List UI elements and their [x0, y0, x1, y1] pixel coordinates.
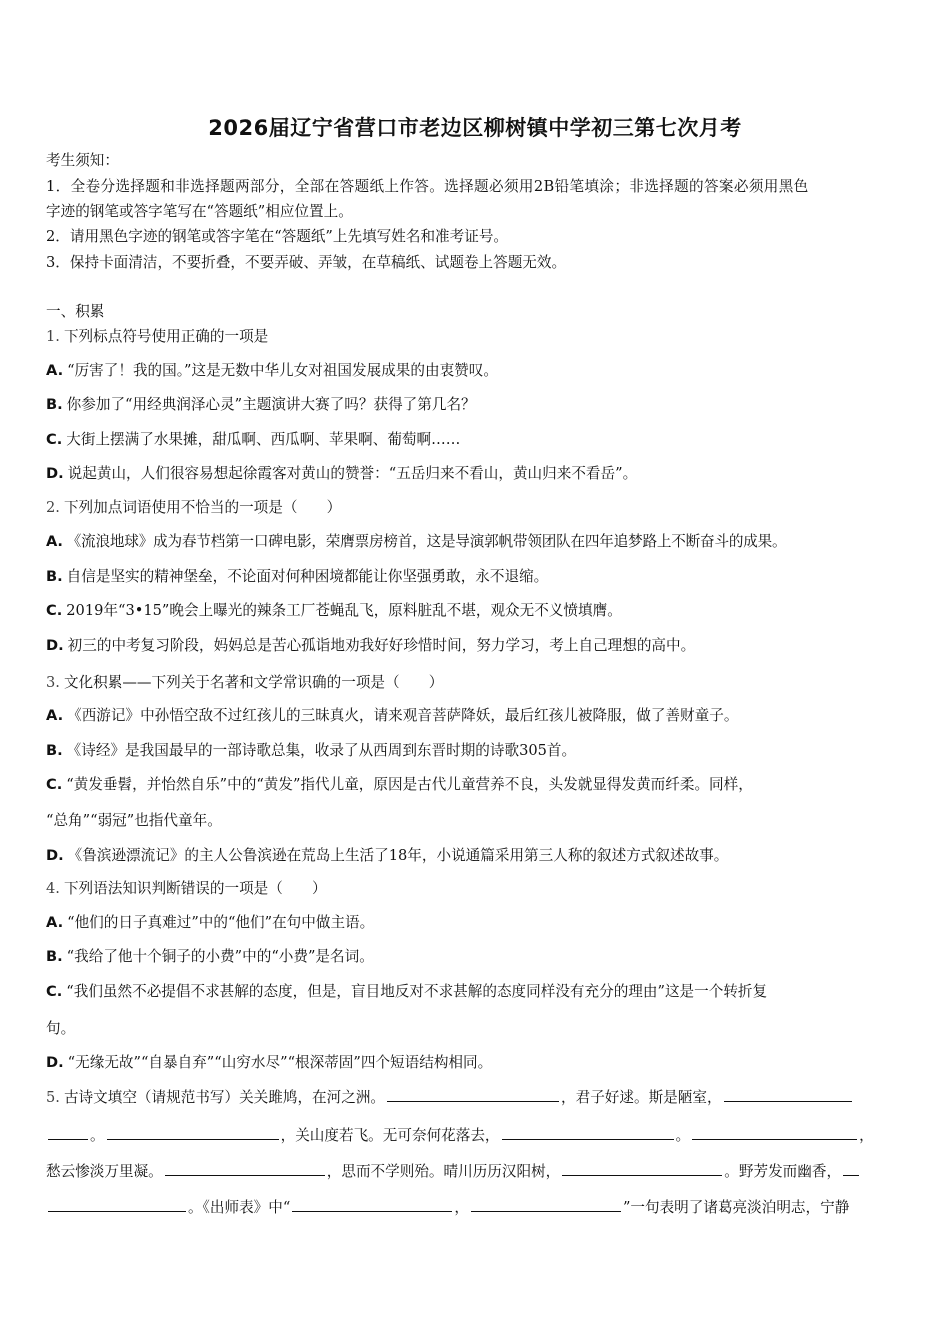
option-item	[46, 741, 576, 761]
fill-text: 愁云惨淡万里凝。	[46, 1163, 163, 1180]
option-item	[46, 846, 728, 866]
answer-blank[interactable]	[562, 1161, 722, 1176]
question-stem	[46, 673, 443, 693]
option-label: B.	[46, 948, 63, 965]
option-text: “我给了他十个铜子的小费”中的“小费”是名词。	[66, 948, 374, 965]
option-item	[46, 1053, 492, 1073]
option-item	[46, 532, 786, 552]
answer-blank[interactable]	[48, 1125, 88, 1140]
question-text: 下列加点词语使用不恰当的一项是（ ）	[63, 499, 342, 516]
fill-text: ，君子好逑。斯是陋室，	[561, 1089, 722, 1106]
fill-text: 。野芳发而幽香，	[724, 1163, 842, 1180]
option-continuation: “总角”“弱冠”也指代童年。	[46, 812, 222, 829]
question-number: 1.	[46, 328, 60, 345]
option-label: D.	[46, 465, 64, 482]
section-heading: 一、积累	[46, 303, 105, 320]
answer-blank[interactable]	[471, 1197, 621, 1212]
option-label: D.	[46, 847, 64, 864]
option-item	[46, 395, 476, 415]
option-label: C.	[46, 431, 63, 448]
option-continuation: 句。	[46, 1020, 76, 1037]
option-text: 初三的中考复习阶段，妈妈总是苦心孤诣地劝我好好珍惜时间，努力学习，考上自己理想的高中。	[67, 637, 696, 654]
option-item	[46, 361, 498, 381]
option-text: 自信是坚实的精神堡垒，不论面对何种困境都能让你坚强勇敢，永不退缩。	[66, 568, 549, 585]
option-label: D.	[46, 637, 64, 654]
option-item	[46, 601, 622, 621]
answer-blank[interactable]	[387, 1087, 559, 1102]
question-number: 3.	[46, 674, 60, 691]
option-text: “他们的日子真难过”中的“他们”在句中做主语。	[67, 914, 375, 931]
option-item	[46, 982, 767, 1002]
question-number: 4.	[46, 880, 60, 897]
question-stem	[46, 1087, 854, 1108]
answer-blank[interactable]	[692, 1125, 857, 1140]
answer-blank[interactable]	[48, 1197, 186, 1212]
option-item	[46, 775, 753, 795]
option-label: B.	[46, 396, 63, 413]
question-text: 下列语法知识判断错误的一项是（ ）	[63, 880, 327, 897]
notice-item-1-cont: 字迹的钢笔或答字笔写在“答题纸”相应位置上。	[46, 203, 353, 220]
option-text: “黄发垂髫，并怡然自乐”中的“黄发”指代儿童，原因是古代儿童营养不良，头发就显得发黄而纤柔。同样，	[66, 776, 753, 793]
option-text: 说起黄山，人们很容易想起徐霞客对黄山的赞誉：“五岳归来不看山，黄山归来不看岳”。	[67, 465, 638, 482]
answer-blank[interactable]	[843, 1161, 859, 1176]
option-text: 《西游记》中孙悟空敌不过红孩儿的三昧真火，请来观音菩萨降妖，最后红孩儿被降服，做了善财童子。	[67, 707, 739, 724]
fill-text: ，关山度若飞。无可奈何花落去，	[280, 1127, 500, 1144]
option-item	[46, 947, 374, 967]
answer-blank[interactable]	[292, 1197, 452, 1212]
option-text: 《诗经》是我国最早的一部诗歌总集，收录了从西周到东晋时期的诗歌305首。	[66, 742, 577, 759]
option-text: 2019年“3•15”晚会上曝光的辣条工厂苍蝇乱飞，原料脏乱不堪，观众无不义愤填膺。	[66, 602, 622, 619]
fill-text: 。《出师表》中“	[188, 1199, 291, 1216]
option-text: 《流浪地球》成为春节档第一口碑电影，荣膺票房榜首，这是导演郭帆带领团队在四年追梦路上不断奋斗的成果。	[66, 533, 787, 550]
fill-text: 。	[675, 1127, 691, 1144]
option-item	[46, 636, 695, 656]
option-text: “厉害了！我的国。”这是无数中华儿女对祖国发展成果的由衷赞叹。	[67, 362, 498, 379]
notice-heading: 考生须知：	[46, 152, 119, 169]
option-label: C.	[46, 983, 63, 1000]
option-item	[46, 430, 460, 450]
option-label: C.	[46, 776, 63, 793]
option-label: C.	[46, 602, 63, 619]
fill-line	[46, 1197, 849, 1218]
option-item	[46, 706, 738, 726]
option-label: A.	[46, 362, 64, 379]
fill-text: ，	[454, 1199, 469, 1216]
fill-line	[46, 1125, 874, 1146]
answer-blank[interactable]	[502, 1125, 674, 1140]
option-item	[46, 464, 637, 484]
question-number: 5.	[46, 1089, 60, 1106]
notice-item-3: 3．保持卡面清洁，不要折叠，不要弄破、弄皱，在草稿纸、试题卷上答题无效。	[46, 254, 567, 271]
question-number: 2.	[46, 499, 60, 516]
option-text: “无缘无故”“自暴自弃”“山穷水尽”“根深蒂固”四个短语结构相同。	[67, 1054, 493, 1071]
option-label: B.	[46, 742, 63, 759]
answer-blank[interactable]	[724, 1087, 852, 1102]
option-item	[46, 567, 548, 587]
option-item	[46, 913, 374, 933]
question-stem	[46, 879, 327, 899]
exam-title: 2026届辽宁省营口市老边区柳树镇中学初三第七次月考	[208, 116, 742, 140]
fill-line	[46, 1161, 861, 1182]
question-text: 下列标点符号使用正确的一项是	[63, 328, 269, 345]
option-text: 你参加了“用经典润泽心灵”主题演讲大赛了吗？获得了第几名？	[66, 396, 476, 413]
question-stem	[46, 498, 341, 518]
option-text: 《鲁滨逊漂流记》的主人公鲁滨逊在荒岛上生活了18年，小说通篇采用第三人称的叙述方式叙述故事。	[67, 847, 729, 864]
option-text: “我们虽然不必提倡不求甚解的态度，但是，盲目地反对不求甚解的态度同样没有充分的理由”这是一个转折复	[66, 983, 768, 1000]
notice-item-2: 2．请用黑色字迹的钢笔或答字笔在“答题纸”上先填写姓名和准考证号。	[46, 228, 509, 245]
option-label: A.	[46, 533, 63, 550]
fill-text: ”一句表明了诸葛亮淡泊明志，宁静	[622, 1199, 850, 1216]
option-label: B.	[46, 568, 63, 585]
notice-item-1: 1．全卷分选择题和非选择题两部分，全部在答题纸上作答。选择题必须用2B铅笔填涂；非选择题的答案必须用黑色	[46, 178, 809, 195]
question-stem	[46, 327, 268, 347]
option-label: D.	[46, 1054, 64, 1071]
question-text: 古诗文填空（请规范书写）关关雎鸠，在河之洲。	[63, 1089, 386, 1106]
option-text: 大街上摆满了水果摊，甜瓜啊、西瓜啊、苹果啊、葡萄啊……	[66, 431, 461, 448]
fill-text: ，思而不学则殆。晴川历历汉阳树，	[326, 1163, 561, 1180]
fill-text: 。	[90, 1127, 105, 1144]
option-label: A.	[46, 707, 64, 724]
fill-text: ，	[859, 1127, 874, 1144]
option-label: A.	[46, 914, 64, 931]
question-text: 文化积累——下列关于名著和文学常识确的一项是（ ）	[63, 674, 444, 691]
answer-blank[interactable]	[165, 1161, 325, 1176]
answer-blank[interactable]	[107, 1125, 279, 1140]
